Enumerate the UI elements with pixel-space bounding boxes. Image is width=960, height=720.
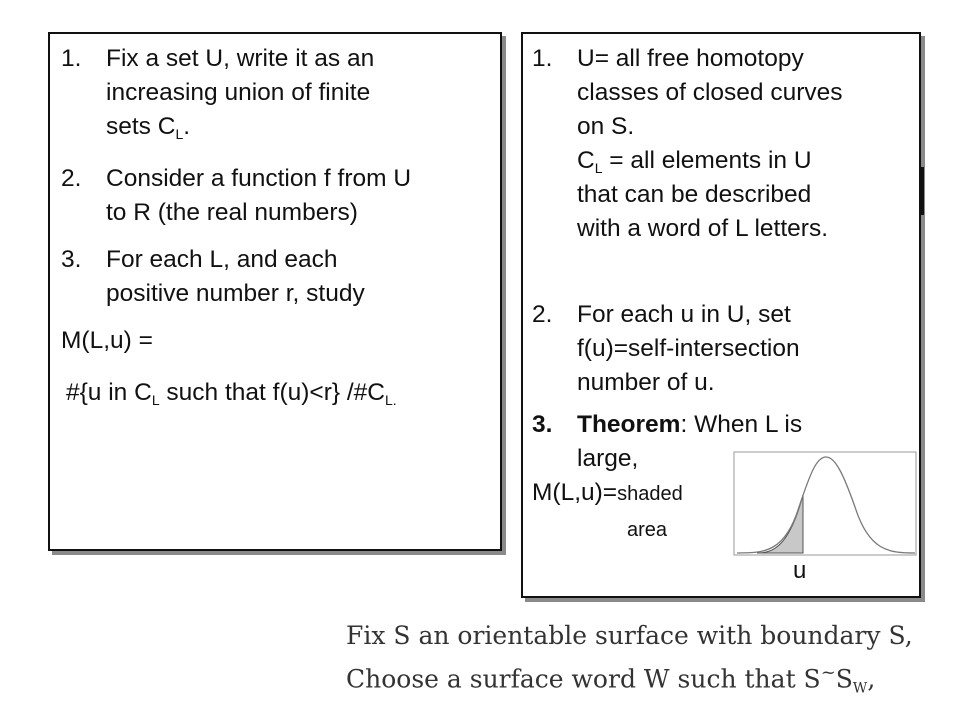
distribution-plot	[733, 451, 917, 556]
left-item-1-subscript: L	[175, 126, 184, 142]
right-item-2-line2: f(u)=self-intersection	[577, 335, 800, 362]
left-item-2-number: 2.	[61, 165, 82, 192]
right-item-1-line4-text: C	[577, 147, 595, 174]
footer-s: S	[835, 664, 853, 694]
left-item-3-number: 3.	[61, 246, 82, 273]
footer-line-1: Fix S an orientable surface with boundary S,	[346, 621, 913, 650]
formula-subscript-2: L.	[384, 392, 397, 408]
left-item-1-line2: increasing union of finite	[106, 79, 371, 106]
bell-curve	[737, 457, 915, 553]
ml-shaded-word: shaded	[617, 483, 683, 505]
ml-label: M(L,u)=	[532, 479, 618, 506]
plot-u-label: u	[793, 557, 807, 584]
left-item-1-line1: Fix a set U, write it as an	[106, 45, 375, 72]
ml-area-line	[627, 516, 667, 544]
ml-area-word: area	[627, 519, 668, 541]
left-panel	[48, 32, 502, 551]
formula-part-1: #{u in C	[66, 379, 152, 406]
formula-line	[66, 376, 397, 410]
right-item-2-number: 2.	[532, 301, 553, 328]
right-item-3-number: 3.	[532, 411, 553, 438]
left-item-3-line2: positive number r, study	[106, 280, 365, 307]
right-item-2-line3: number of u.	[577, 369, 715, 396]
right-item-3-line2: large,	[577, 445, 639, 472]
left-item-1-line3-text: sets C	[106, 113, 176, 140]
footer-subscript-w: W	[852, 680, 868, 697]
definition-line	[61, 324, 153, 358]
right-item-1-line3: on S.	[577, 113, 635, 140]
left-item-3-line1: For each L, and each	[106, 246, 338, 273]
right-item-1-number: 1.	[532, 45, 553, 72]
edge-bar	[920, 167, 924, 215]
tilde-symbol: ~	[820, 662, 836, 683]
ml-label-line	[532, 476, 683, 511]
right-item-1-line4	[577, 144, 812, 178]
definition-text: M(L,u) =	[61, 327, 153, 354]
shaded-area	[757, 495, 803, 553]
right-item-3-line1	[577, 408, 802, 442]
left-item-1-line3	[106, 110, 190, 144]
left-item-2-line2: to R (the real numbers)	[106, 199, 358, 226]
theorem-text: : When L is	[680, 411, 803, 438]
left-item-1-line3-end: .	[183, 113, 191, 140]
right-item-1-line6: with a word of L letters.	[577, 215, 829, 242]
right-item-1-line1: U= all free homotopy	[577, 45, 804, 72]
right-item-1-subscript: L	[594, 160, 603, 176]
formula-subscript-1: L	[151, 392, 160, 408]
left-item-2-line1: Consider a function f from U	[106, 165, 412, 192]
right-item-1-line4-end: = all elements in U	[602, 147, 812, 174]
footer-comma: ,	[867, 664, 876, 694]
footer-line-2	[346, 662, 876, 697]
formula-part-2: such that f(u)<r} /#C	[159, 379, 385, 406]
right-item-2-line1: For each u in U, set	[577, 301, 791, 328]
footer-line-2-text: Choose a surface word W such that S	[346, 664, 821, 694]
theorem-label: Theorem	[577, 411, 681, 438]
right-item-1-line2: classes of closed curves	[577, 79, 843, 106]
plot-frame	[734, 452, 916, 555]
right-item-1-line5: that can be described	[577, 181, 812, 208]
left-item-1-number: 1.	[61, 45, 82, 72]
